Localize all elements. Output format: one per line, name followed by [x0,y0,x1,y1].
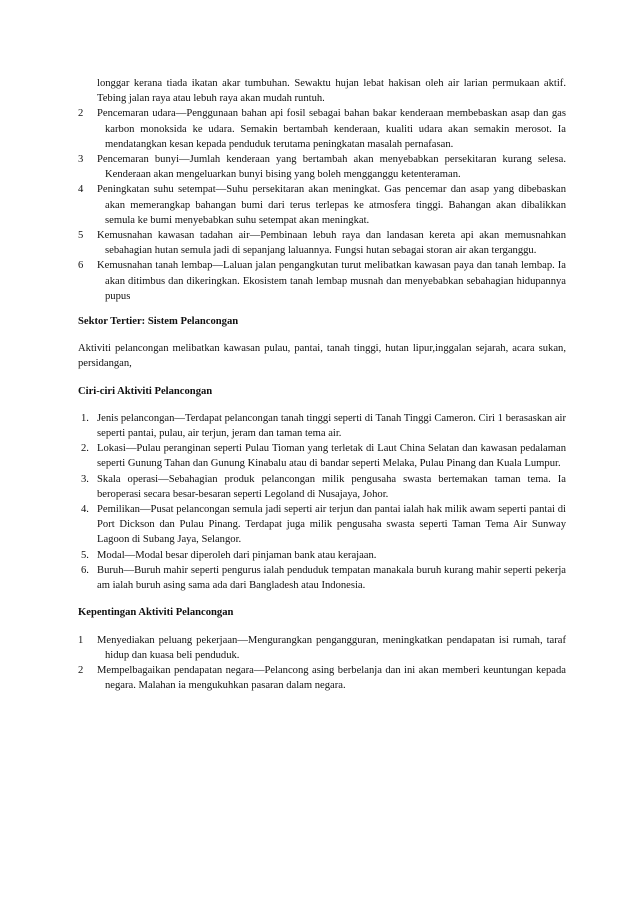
item-text: Buruh—Buruh mahir seperti pengurus ialah penduduk tempatan manakala buruh kurang mahir seperti pekerja am ialah buruh asing sama ada dari Bangladesh atau Indonesia. [97,564,566,592]
item-number: 2 [78,108,84,120]
list-item [78,548,566,563]
item-number: 2. [81,443,89,455]
document-page [78,76,566,693]
list-item [78,182,566,228]
section-heading-tertiary: Sektor Tertier: Sistem Pelancongan [78,316,239,328]
features-list [78,411,566,593]
list-item [78,563,566,593]
impact-list [78,106,566,304]
item-text: Lokasi—Pulau peranginan seperti Pulau Tioman yang terletak di Laut China Selatan dan kawasan pedalaman seperti Gunung Tahan dan Gunung Kinabalu atau di bandar seperti Melaka, Pulau Pinang dan Kuala Lumpur. [97,443,566,470]
list-item [78,472,566,502]
list-item [78,411,566,441]
continuation-paragraph: longgar kerana tiada ikatan akar tumbuhan. Sewaktu hujan lebat hakisan oleh air larian permukaan aktif. Tebing jalan raya atau lebuh raya akan mudah runtuh. [97,78,566,105]
item-text: Pencemaran udara—Penggunaan bahan api fosil sebagai bahan bakar kenderaan membebaskan asap dan gas karbon monoksida ke udara. Semakin bertambah kenderaan, kualiti udara akan semakin merosot. Ia mendatangkan kesan kepada penduduk terutama peningkatan masalah pernafasan. [97,108,566,150]
list-item [78,258,566,304]
item-text: Jenis pelancongan—Terdapat pelancongan tanah tinggi seperti di Tanah Tinggi Cameron. Ciri 1 berasaskan air seperti pantai, pulau, air terjun, jeram dan taman tema air. [97,412,566,440]
item-number: 5 [78,230,84,242]
item-number: 4 [78,184,84,196]
list-item [78,502,566,548]
item-text: Pencemaran bunyi—Jumlah kenderaan yang bertambah akan menyebabkan persekitaran kurang selesa. Kenderaan akan mengeluarkan bunyi bising yang boleh mengganggu ketenteraman. [97,154,566,181]
item-text: Mempelbagaikan pendapatan negara—Pelancong asing berbelanja dan ini akan memberi keuntungan kepada negara. Malahan ia mengukuhkan pasaran dalam negara. [97,664,566,692]
item-text: Menyediakan peluang pekerjaan—Mengurangkan pengangguran, meningkatkan pendapatan isi rumah, taraf hidup dan kuasa beli penduduk. [97,634,566,661]
item-number: 1 [78,634,84,646]
section-heading-importance: Kepentingan Aktiviti Pelancongan [78,607,234,619]
item-text: Kemusnahan tanah lembap—Laluan jalan pengangkutan turut melibatkan kawasan paya dan tanah lembap. Ia akan ditimbus dan dikeringkan. Ekosistem tanah lembap musnah dan menyebabkan sebahagian hidupannya pupus [97,260,566,302]
list-item [78,228,566,258]
list-item [78,441,566,471]
list-item [78,663,566,693]
item-number: 4. [81,504,89,516]
item-text: Kemusnahan kawasan tadahan air—Pembinaan lebuh raya dan landasan kereta api akan memusnahkan sebahagian hutan semula jadi di sepanjang laluannya. Fungsi hutan sebagai storan air akan terganggu. [97,230,566,257]
list-item [78,106,566,152]
item-number: 3 [78,154,84,166]
tertiary-paragraph: Aktiviti pelancongan melibatkan kawasan pulau, pantai, tanah tinggi, hutan lipur,inggalan sejarah, acara sukan, persidangan, [78,343,566,370]
item-number: 2 [78,664,84,676]
list-item [78,152,566,182]
importance-list [78,633,566,694]
item-text: Skala operasi—Sebahagian produk pelancongan milik pengusaha swasta bertemakan taman tema. Ia beroperasi secara besar-besaran seperti Legoland di Nusajaya, Johor. [97,473,566,500]
item-text: Modal—Modal besar diperoleh dari pinjaman bank atau kerajaan. [97,549,377,561]
item-text: Pemilikan—Pusat pelancongan semula jadi seperti air terjun dan pantai ialah hak milik awam seperti pantai di Port Dickson dan Pulau Pinang. Terdapat juga milik pengusaha swasta seperti Taman Tema Air Sunway Lagoon di Subang Jaya, Selangor. [97,504,566,546]
section-heading-features: Ciri-ciri Aktiviti Pelancongan [78,385,213,397]
item-text: Peningkatan suhu setempat—Suhu persekitaran akan meningkat. Gas pencemar dan asap yang dibebaskan akan memerangkap bahangan bumi dari terus terlepas ke atmosfera tinggi. Bahangan akan dibalikkan semula ke bumi menyebabkan suhu setempat akan meningkat. [97,184,566,226]
list-item [78,633,566,663]
item-number: 6. [81,564,89,576]
item-number: 5. [81,549,89,561]
item-number: 1. [81,412,89,424]
item-number: 3. [81,473,89,485]
item-number: 6 [78,260,84,272]
